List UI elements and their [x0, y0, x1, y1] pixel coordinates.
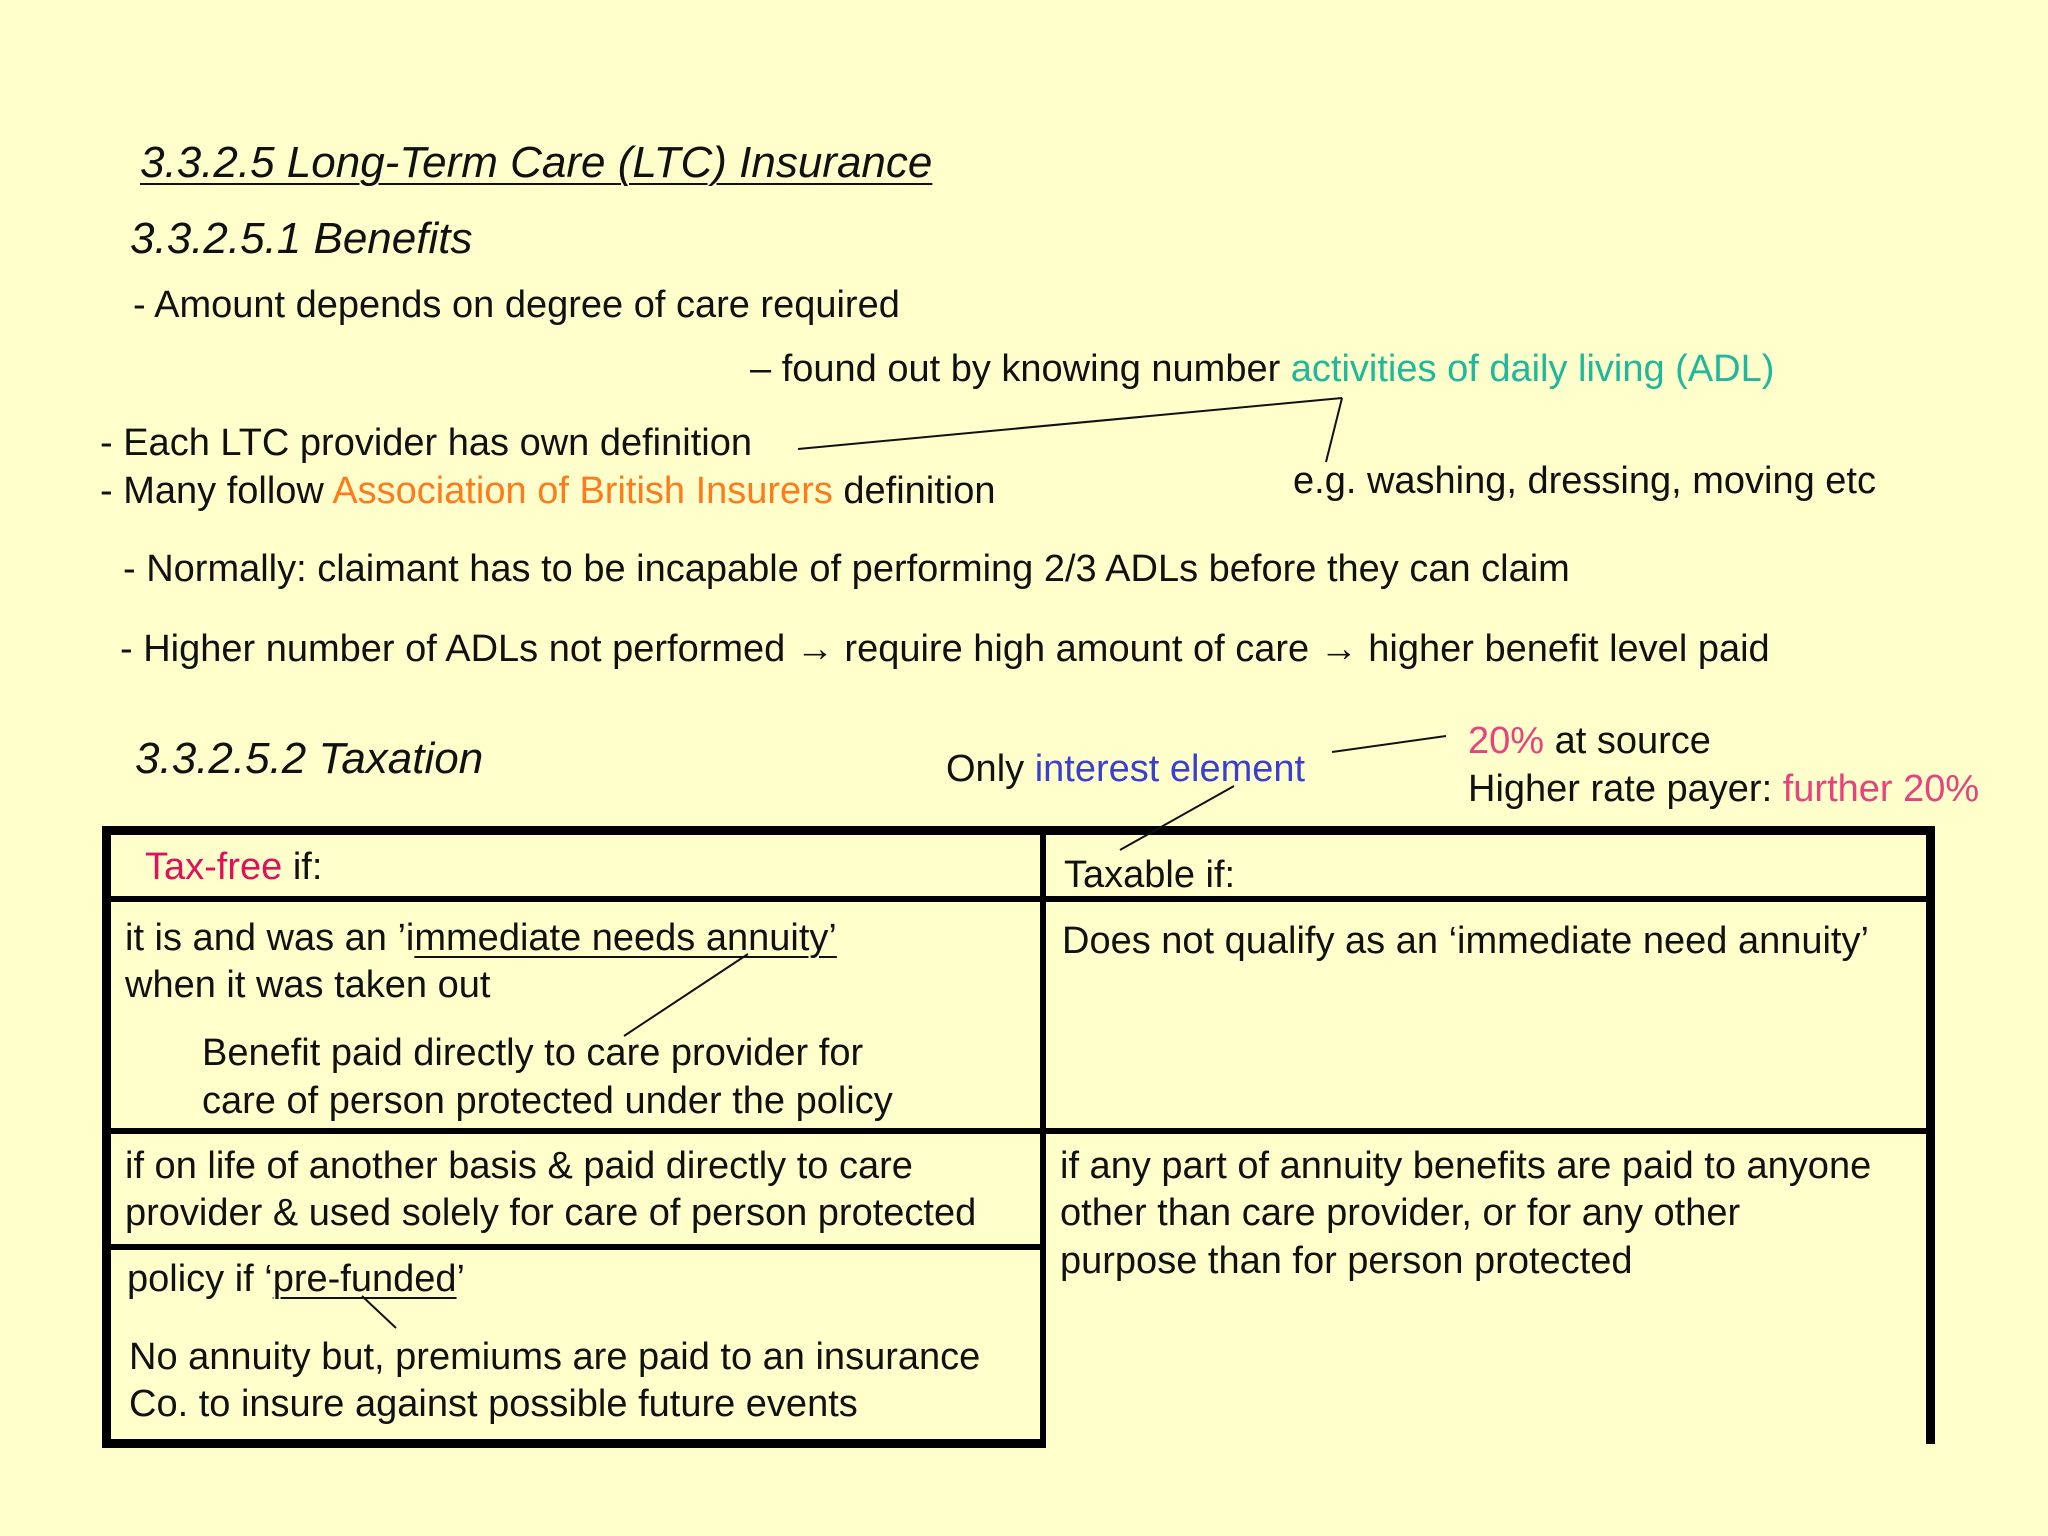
pre-funded-prefix: policy if ‘	[127, 1258, 273, 1300]
tax-free-suffix: if:	[282, 846, 323, 888]
benefit-line-provider: - Each LTC provider has own definition	[100, 422, 752, 464]
interest-source-connector	[1332, 736, 1446, 752]
adl-example: e.g. washing, dressing, moving etc	[1293, 460, 1876, 502]
benefits-heading: 3.3.2.5.1 Benefits	[130, 214, 473, 263]
taxation-heading: 3.3.2.5.2 Taxation	[135, 734, 484, 783]
benefit-line-higher: - Higher number of ADLs not performed → require high amount of care → higher benefit level paid	[120, 628, 1770, 670]
adl-prefix: – found out by knowing number	[750, 348, 1291, 390]
no-annuity-note-1: No annuity but, premiums are paid to an insurance	[129, 1336, 981, 1378]
taxable-other-3: purpose than for person protected	[1060, 1240, 1633, 1282]
interest-highlight: interest element	[1034, 748, 1306, 790]
no-annuity-note-2: Co. to insure against possible future events	[129, 1383, 858, 1425]
benefit-paid-note-2: care of person protected under the policy	[202, 1080, 893, 1122]
immediate-needs-connector	[624, 954, 748, 1036]
taxable-header: Taxable if:	[1064, 854, 1236, 896]
taxable-other-2: other than care provider, or for any other	[1060, 1192, 1741, 1234]
immediate-underlined: mmediate needs annuity’	[414, 917, 837, 959]
provider-definition-connector	[798, 398, 1342, 449]
taxable-other-1: if any part of annuity benefits are paid to anyone	[1060, 1145, 1872, 1187]
life-of-another-1: if on life of another basis & paid directly to care	[125, 1145, 913, 1187]
interest-taxable-connector	[1120, 786, 1234, 850]
higher-prefix: Higher rate payer:	[1468, 768, 1783, 810]
benefit-paid-note-1: Benefit paid directly to care provider for	[202, 1032, 864, 1074]
pre-funded-connector	[362, 1296, 396, 1328]
source-highlight: 20%	[1468, 720, 1545, 762]
benefit-line-normally: - Normally: claimant has to be incapable of performing 2/3 ADLs before they can claim	[123, 548, 1570, 590]
tax-free-highlight: Tax-free	[145, 846, 283, 888]
higher-highlight: further 20%	[1782, 768, 1980, 810]
source-suffix: at source	[1544, 720, 1711, 762]
pre-funded-suffix: ’	[456, 1258, 465, 1300]
immediate-prefix: it is and was an ’i	[125, 917, 415, 959]
benefit-line-amount: - Amount depends on degree of care required	[133, 284, 900, 326]
taken-out-line: when it was taken out	[125, 964, 491, 1006]
pre-funded-underlined: pre-funded	[272, 1258, 457, 1300]
abi-highlight: Association of British Insurers	[332, 470, 833, 512]
section-title: 3.3.2.5 Long-Term Care (LTC) Insurance	[140, 138, 933, 187]
abi-suffix: definition	[832, 470, 996, 512]
not-qualify-cell: Does not qualify as an ‘immediate need annuity’	[1062, 920, 1869, 962]
adl-example-connector	[1326, 398, 1342, 462]
adl-highlight: activities of daily living (ADL)	[1290, 348, 1775, 390]
interest-prefix: Only	[946, 748, 1035, 790]
life-of-another-2: provider & used solely for care of person protected	[125, 1192, 977, 1234]
abi-prefix: - Many follow	[100, 470, 333, 512]
